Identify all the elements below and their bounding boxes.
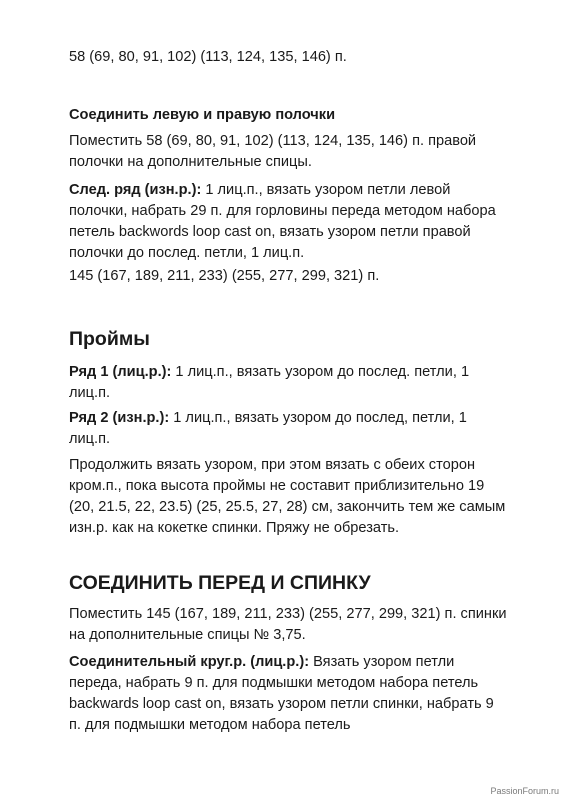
paragraph-place-back [69, 604, 509, 646]
paragraph-text: Продолжить вязать узором, при этом вязать с обеих сторон кром.п., пока высота проймы не составит приблизительно 19 (20, 21.5, 22, 23.5) (25, 25.5, 27, 28) см, закончить тем же самым изн.р. как на кокетке спинки. Пряжу не обрезать. [69, 457, 506, 536]
row-label: Соединительный круг.р. (лиц.р.): [69, 654, 310, 670]
section-title-text: Проймы [69, 328, 150, 350]
paragraph-join-round [69, 652, 509, 736]
paragraph-text: Поместить 145 (167, 189, 211, 233) (255, 277, 299, 321) п. спинки на дополнительные спицы № 3,75. [69, 606, 507, 643]
row-instructions: Вязать узором петли переда, набрать 9 п. для подмышки методом набора петель backwards loop cast on, вязать узором петли спинки, набрать 9 п. для подмышки методом набора петель [69, 654, 494, 733]
stitch-count-text: 58 (69, 80, 91, 102) (113, 124, 135, 146) п. [69, 49, 347, 65]
row-label: Ряд 2 (изн.р.): [69, 410, 170, 426]
row-instructions: 1 лиц.п., вязать узором петли левой полочки, набрать 29 п. для горловины переда методом набора петель backwords loop cast on, вязать узором петли правой полочки до послед. петли, 1 лиц.п. [69, 182, 496, 261]
subheading-text: Соединить левую и правую полочки [69, 107, 336, 123]
stitch-count-line [69, 47, 509, 68]
stitch-count-line-2 [69, 266, 509, 287]
row-label: Ряд 1 (лиц.р.): [69, 364, 172, 380]
section-title-join-front-back [69, 571, 371, 595]
section-title-text: СОЕДИНИТЬ ПЕРЕД И СПИНКУ [69, 572, 371, 594]
stitch-count-text: 145 (167, 189, 211, 233) (255, 277, 299, 321) п. [69, 268, 380, 284]
subheading-join-fronts [69, 105, 509, 126]
paragraph-row-2 [69, 408, 509, 450]
watermark: PassionForum.ru [490, 786, 559, 796]
paragraph-row-1 [69, 362, 509, 404]
row-instructions: 1 лиц.п., вязать узором до послед, петли, 1 лиц.п. [69, 410, 467, 447]
section-title-armholes [69, 327, 150, 351]
row-instructions: 1 лиц.п., вязать узором до послед. петли, 1 лиц.п. [69, 364, 470, 401]
row-label: След. ряд (изн.р.): [69, 182, 202, 198]
paragraph-continue [69, 455, 509, 539]
paragraph-text: Поместить 58 (69, 80, 91, 102) (113, 124, 135, 146) п. правой полочки на дополнительные спицы. [69, 133, 477, 170]
paragraph-next-row [69, 180, 509, 264]
paragraph-join-fronts [69, 131, 509, 173]
